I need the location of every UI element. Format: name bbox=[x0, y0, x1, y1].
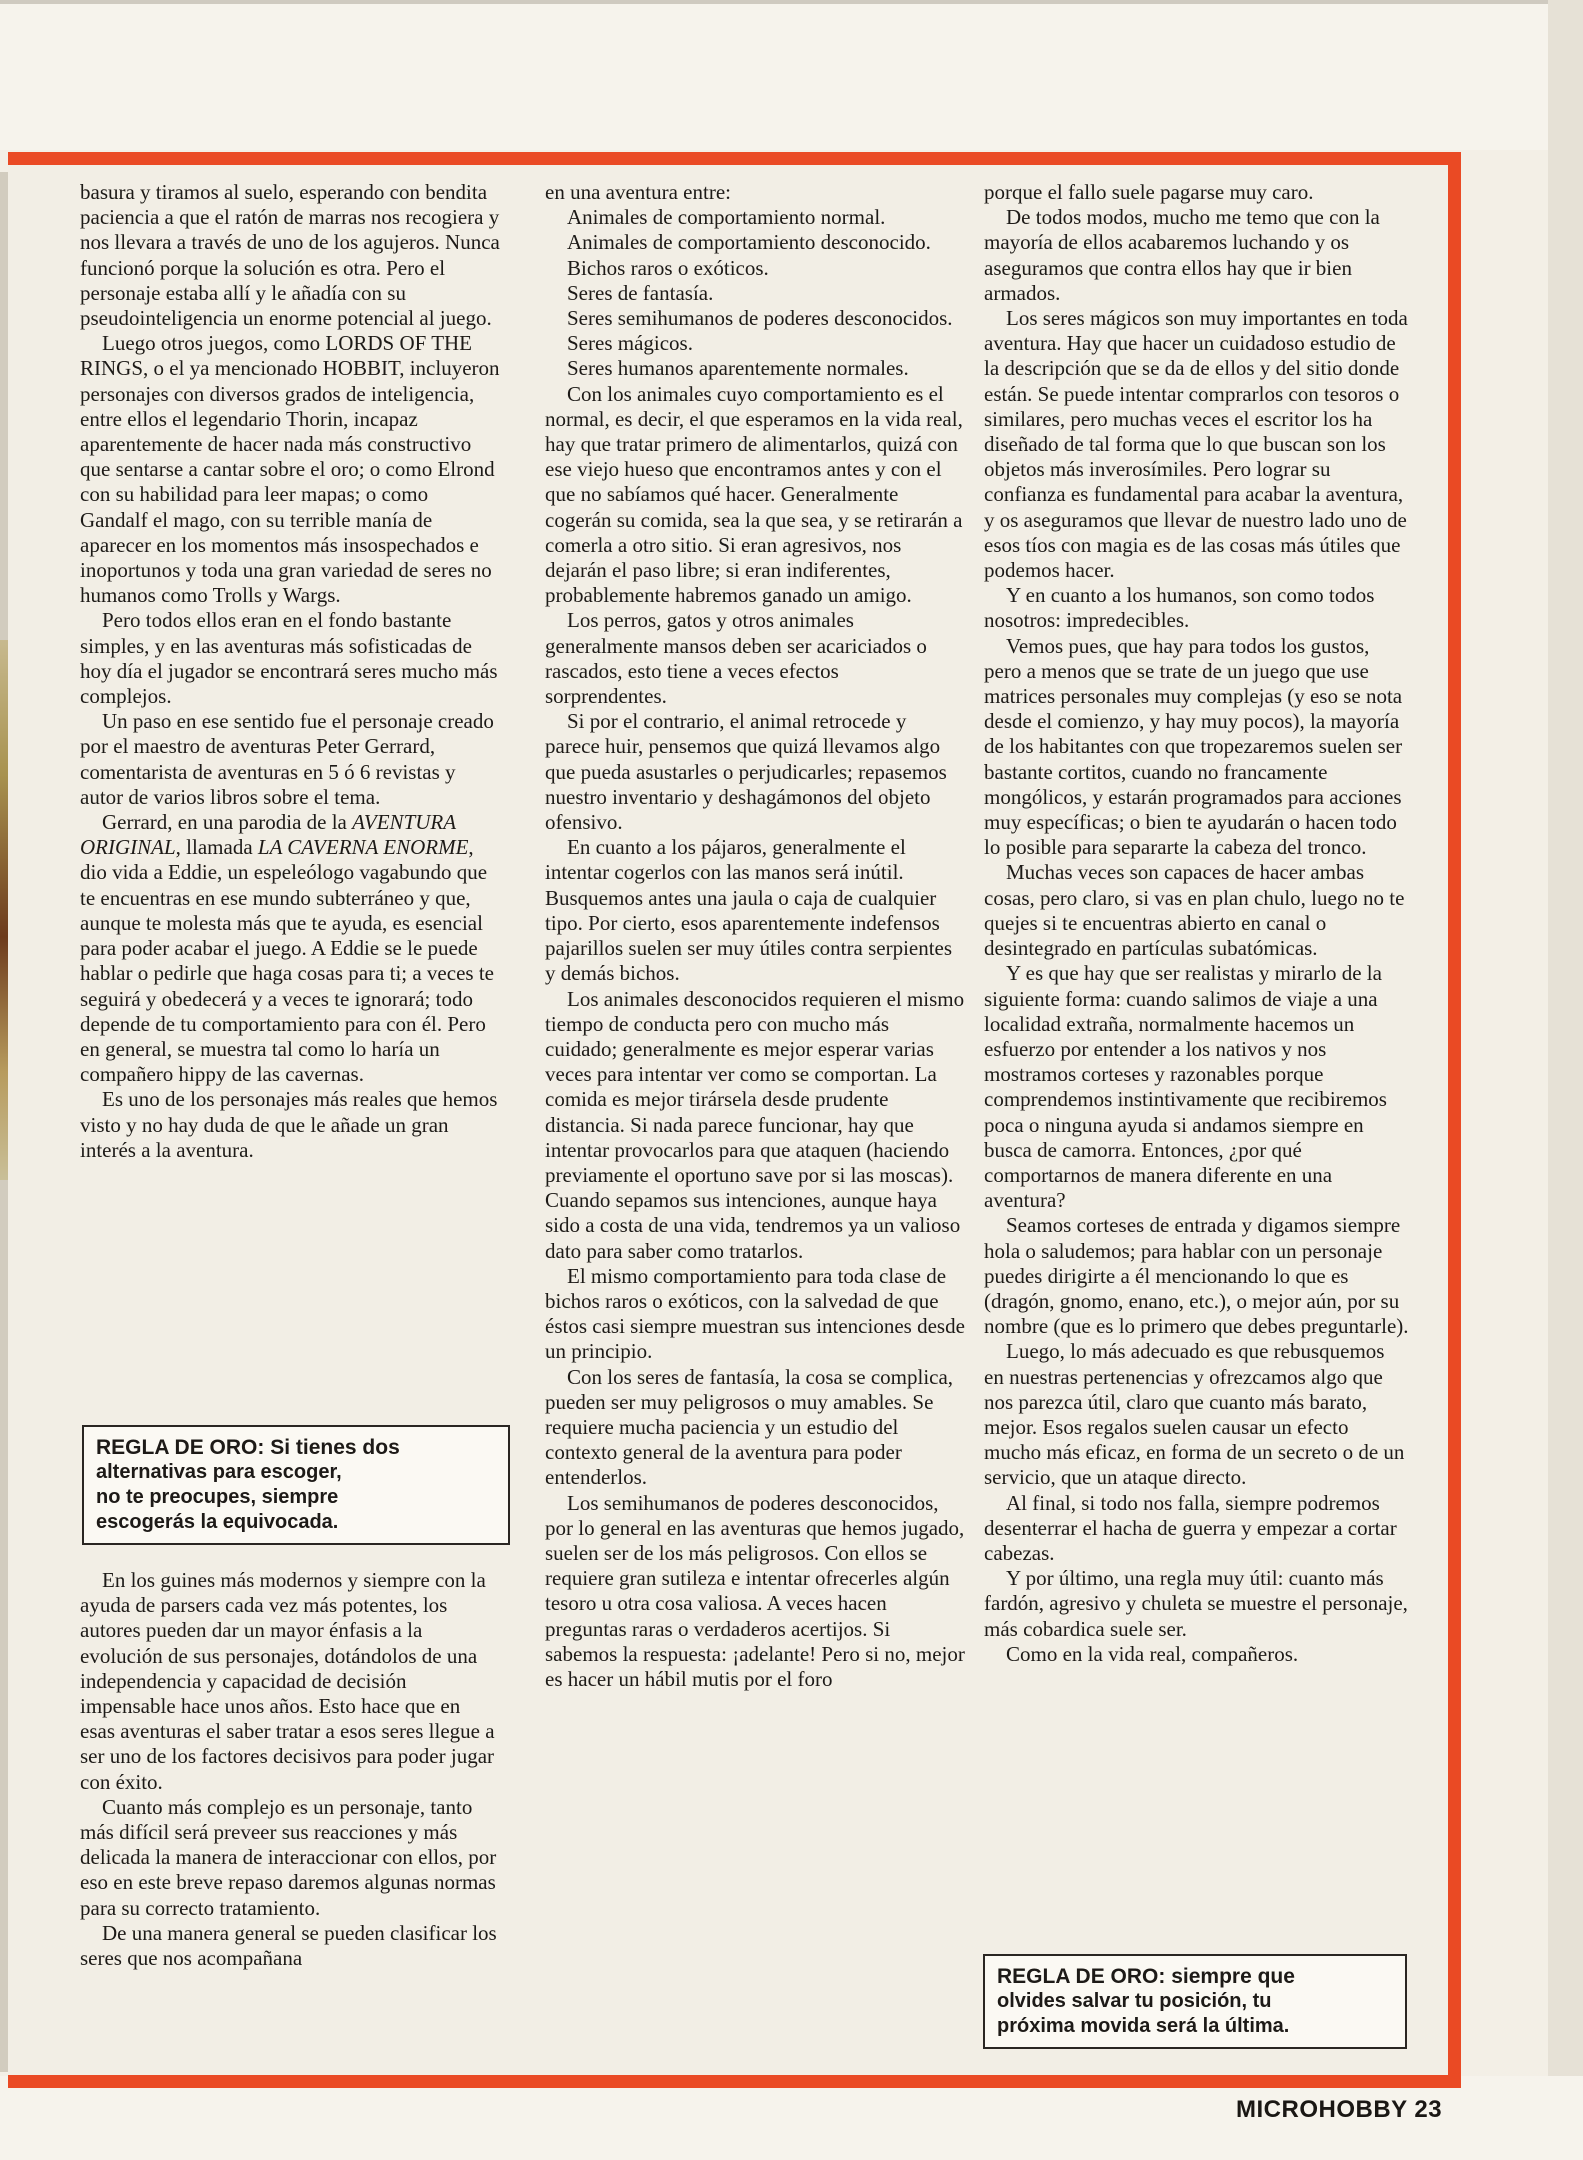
paragraph: Es uno de los personajes más reales que hemos visto y no hay duda de que le añade un gran interés a la aventura. bbox=[80, 1087, 498, 1162]
list-item: Seres de fantasía. bbox=[567, 280, 714, 305]
regla-de-oro-box-1 bbox=[82, 1425, 510, 1545]
paragraph: en una aventura entre: bbox=[545, 180, 731, 204]
paragraph: Seamos corteses de entrada y digamos siempre hola o saludemos; para hablar con un personaje puedes dirigirte a él mencionando lo que es (dragón, gnomo, enano, etc.), o mejor aún, por su nombre (que es lo primero que debes preguntarle). bbox=[984, 1213, 1409, 1339]
regla-line: alternativas para escoger, bbox=[96, 1461, 342, 1483]
magazine-name: MICROHOBBY bbox=[1236, 2096, 1408, 2123]
paragraph: Y es que hay que ser realistas y mirarlo de la siguiente forma: cuando salimos de viaje a una localidad extraña, normalmente hacemos un esfuerzo por entender a los nativos y nos mostramos corteses y razonables porque comprendemos instintivamente que recibiremos poca o ninguna ayuda si andamos siempre en busca de camorra. Entonces, ¿por qué comportarnos de manera diferente en una aventura? bbox=[984, 961, 1387, 1213]
list-item: Animales de comportamiento desconocido. bbox=[567, 230, 931, 255]
regla-line: olvides salvar tu posición, tu bbox=[997, 1990, 1272, 2012]
paragraph: Luego otros juegos, como LORDS OF THE RINGS, o el ya mencionado HOBBIT, incluyeron personajes con diversos grados de inteligencia, entre ellos el legendario Thorin, incapaz aparentemente de hacer nada más constructivo que sentarse a cantar sobre el oro; o como Elrond con su habilidad para leer mapas; o como Gandalf el mago, con su terrible manía de aparecer en los momentos más insospechados e inoportunos y toda una gran variedad de seres no humanos como Trolls y Wargs. bbox=[80, 331, 500, 608]
paragraph: Los animales desconocidos requieren el mismo tiempo de conducta pero con mucho más cuidado; generalmente es mejor esperar varias veces para intentar ver como se comportan. La comida es mejor tirársela desde prudente distancia. Si nada parece funcionar, hay que intentar provocarlos para que ataquen (haciendo previamente el oportuno save por si las moscas). Cuando sepamos sus intenciones, aunque haya sido a costa de una vida, tendremos ya un valioso dato para saber como tratarlos. bbox=[545, 986, 965, 1263]
paragraph-gerrard bbox=[80, 810, 500, 1087]
list-item: Animales de comportamiento normal. bbox=[567, 205, 886, 230]
regla-line: no te preocupes, siempre bbox=[96, 1486, 339, 1508]
paragraph: Al final, si todo nos falla, siempre podremos desenterrar el hacha de guerra y empezar a cortar cabezas. bbox=[984, 1490, 1397, 1565]
list-item: Seres semihumanos de poderes desconocidos. bbox=[567, 306, 953, 331]
paragraph: De una manera general se pueden clasificar los seres que nos acompañana bbox=[80, 1920, 497, 1971]
paragraph: porque el fallo suele pagarse muy caro. bbox=[984, 180, 1314, 204]
regla-de-oro-box-2 bbox=[983, 1954, 1407, 2049]
column-3 bbox=[984, 180, 1409, 1667]
paragraph: Y en cuanto a los humanos, son como todos nosotros: impredecibles. bbox=[984, 583, 1375, 633]
paragraph: Y por último, una regla muy útil: cuanto más fardón, agresivo y chuleta se muestre el personaje, más cobardica suele ser. bbox=[984, 1566, 1408, 1641]
column-1 bbox=[80, 180, 500, 1163]
paragraph: Con los seres de fantasía, la cosa se complica, pueden ser muy peligrosos o muy amables. Se requiere mucha paciencia y un estudio del contexto general de la aventura para poder entenderlos. bbox=[545, 1364, 954, 1490]
paragraph: Los seres mágicos son muy importantes en toda aventura. Hay que hacer un cuidadoso estudio de la descripción que se da de ellos y del sitio donde están. Se puede intentar comprarlos con tesoros o similares, pero muchas veces el escritor los ha diseñado de tal forma que lo que buscan son los objetos más inverosímiles. Pero lograr su confianza es fundamental para acabar la aventura, y os aseguramos que llevar de nuestro lado uno de esos tíos con magia es de las cosas más útiles que podemos hacer. bbox=[984, 306, 1408, 583]
paragraph: Luego, lo más adecuado es que rebusquemos en nuestras pertenencias y ofrezcamos algo que nos parezca útil, claro que cuanto más barato, mejor. Esos regalos suelen causar un efecto mucho más eficaz, en forma de un secreto o de un servicio, que un ataque directo. bbox=[984, 1339, 1405, 1490]
paragraph: Pero todos ellos eran en el fondo bastante simples, y en las aventuras más sofisticadas de hoy día el jugador se encontrará seres mucho más complejos. bbox=[80, 608, 498, 709]
paragraph: Con los animales cuyo comportamiento es el normal, es decir, el que esperamos en la vida real, hay que tratar primero de alimentarlos, quizá con ese viejo hueso que encontramos antes y con el que no sabíamos qué hacer. Generalmente cogerán su comida, sea la que sea, y se retirarán a comerla a otro sitio. Si eran agresivos, nos dejarán el paso libre; si eran indiferentes, probablemente habremos ganado un amigo. bbox=[545, 381, 963, 608]
paragraph: Cuanto más complejo es un personaje, tanto más difícil será preveer sus reacciones y más delicada la manera de interaccionar con ellos, por eso en este breve repaso daremos algunas normas para su correcto tratamiento. bbox=[80, 1794, 497, 1920]
paragraph: Vemos pues, que hay para todos los gustos, pero a menos que se trate de un juego que use matrices personales muy complejas (y eso se nota desde el comienzo, y hay muy pocos), la mayoría de los habitantes con que tropezaremos suelen ser bastante cortitos, cuando no francamente mongólicos, y estarán programados para acciones muy específicas; o bien te ayudarán o hacen todo lo posible para separarte la cabeza del tronco. bbox=[984, 633, 1403, 860]
game-title: AVENTURA ORIGINAL bbox=[80, 810, 456, 860]
column-1-bottom bbox=[80, 1568, 500, 1971]
list-item: Bichos raros o exóticos. bbox=[567, 255, 769, 280]
paragraph: De todos modos, mucho me temo que con la mayoría de ellos acabaremos luchando y os aseguramos que contra ellos hay que ir bien armados. bbox=[984, 205, 1380, 305]
top-rule bbox=[0, 0, 1583, 4]
top-margin bbox=[0, 0, 1583, 150]
text-span: , llamada bbox=[175, 835, 258, 860]
paragraph: Si por el contrario, el animal retrocede y parece huir, pensemos que quizá llevamos algo que pueda asustarles o perjudicarles; repasemos nuestro inventario y deshagámonos del objeto ofensivo. bbox=[545, 709, 947, 835]
text-span: , dio vida a Eddie, un espeleólogo vagabundo que te encuentras en ese mundo subterráneo y que, aunque te molesta más que te ayuda, es esencial para poder acabar el juego. A Eddie se le puede hablar o pedirle que haga cosas para ti; a veces te seguirá y obedecerá y a veces te ignorará; todo depende de tu comportamiento para con él. Pero en general, se muestra tal como lo haría un compañero hippy de las cavernas. bbox=[80, 835, 494, 1087]
regla-line: próxima movida será la última. bbox=[997, 2015, 1290, 2037]
paragraph: Los semihumanos de poderes desconocidos, por lo general en las aventuras que hemos jugado, suelen ser de los más peligrosos. Con ellos se requiere gran sutileza e intentar ofrecerles algún tesoro u otra cosa valiosa. A veces hacen preguntas raras o verdaderos acertijos. Si sabemos la respuesta: ¡adelante! Pero si no, mejor es hacer un hábil mutis por el foro bbox=[545, 1490, 965, 1691]
paragraph: Muchas veces son capaces de hacer ambas cosas, pero claro, si vas en plan chulo, luego no te quejes si te encuentras abierto en canal o desintegrado en partículas subatómicas. bbox=[984, 860, 1405, 961]
column-2 bbox=[545, 180, 965, 1692]
page-number: 23 bbox=[1414, 2096, 1443, 2123]
paragraph: En los guines más modernos y siempre con la ayuda de parsers cada vez más potentes, los autores pueden dar un mayor énfasis a la evolución de sus personajes, dotándolos de una independencia y capacidad de decisión impensable hace unos años. Esto hace que en esas aventuras el saber tratar a esos seres llegue a ser uno de los factores decisivos para poder jugar con éxito. bbox=[80, 1568, 495, 1794]
paragraph: En cuanto a los pájaros, generalmente el intentar cogerlos con las manos será inútil. Busquemos antes una jaula o caja de cualquier tipo. Por cierto, esos aparentemente indefensos pajarillos suelen ser muy útiles contra serpientes y demás bichos. bbox=[545, 835, 953, 986]
game-title: LA CAVERNA ENORME bbox=[257, 835, 469, 860]
page-footer bbox=[1236, 2096, 1442, 2124]
paragraph: Como en la vida real, compañeros. bbox=[1006, 1641, 1299, 1666]
regla-line: escogerás la equivocada. bbox=[96, 1511, 339, 1533]
right-margin bbox=[1548, 0, 1583, 2160]
regla-line: REGLA DE ORO: siempre que bbox=[997, 1965, 1295, 1988]
text-span: Gerrard, en una parodia de la bbox=[102, 810, 353, 835]
paragraph: Un paso en ese sentido fue el personaje creado por el maestro de aventuras Peter Gerrard, comentarista de aventuras en 5 ó 6 revistas y autor de varios libros sobre el tema. bbox=[80, 709, 494, 809]
list-item: Seres mágicos. bbox=[567, 331, 693, 356]
list-item: Seres humanos aparentemente normales. bbox=[567, 356, 909, 381]
paragraph: Los perros, gatos y otros animales generalmente mansos deben ser acariciados o rascados, esto tiene a veces efectos sorprendentes. bbox=[545, 608, 927, 709]
regla-line: REGLA DE ORO: Si tienes dos bbox=[96, 1436, 400, 1459]
paragraph: basura y tiramos al suelo, esperando con bendita paciencia a que el ratón de marras nos recogiera y nos llevara a través de uno de los agujeros. Nunca funcionó porque la solución es otra. Pero el personaje estaba allí y le añadía con su pseudointeligencia un enorme potencial al juego. bbox=[80, 180, 500, 331]
paragraph: El mismo comportamiento para toda clase de bichos raros o exóticos, con la salvedad de que éstos casi siempre muestran sus intenciones desde un principio. bbox=[545, 1263, 965, 1364]
